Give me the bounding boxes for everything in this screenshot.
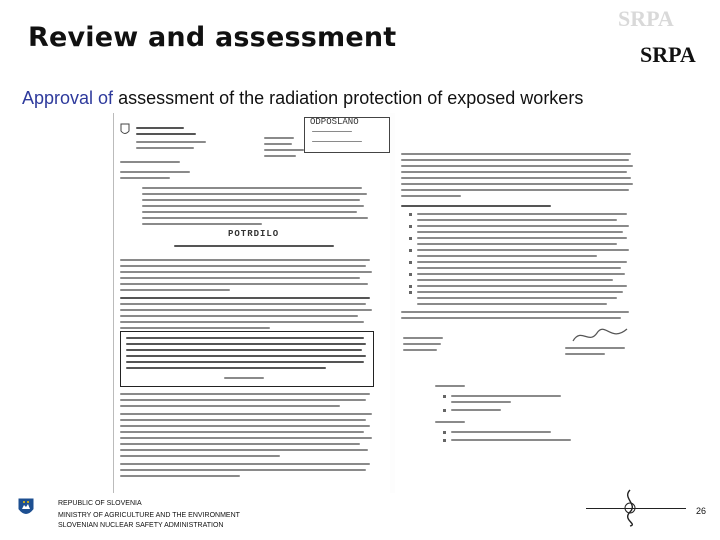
slide-title: Review and assessment — [28, 22, 397, 53]
nuclear-symbol-icon — [616, 488, 644, 528]
page-number: 26 — [696, 506, 707, 516]
document-page-right — [395, 113, 699, 493]
certificate-heading: POTRDILO — [228, 229, 280, 239]
slide-subtitle — [22, 88, 583, 109]
signature-icon — [571, 325, 631, 347]
coat-of-arms-icon — [120, 123, 130, 137]
scanned-document — [113, 113, 699, 493]
document-page-left — [113, 113, 390, 493]
subtitle-rest: assessment of the radiation protection of exposed workers — [113, 88, 584, 108]
srpa-logo-faded: SRPA — [618, 6, 674, 31]
slovenia-coat-of-arms-icon — [18, 498, 34, 518]
stamp-label: ODPOSLANO — [310, 117, 359, 127]
footer-country: REPUBLIC OF SLOVENIA — [58, 500, 142, 507]
srpa-logo: SRPA — [640, 42, 696, 67]
subtitle-accent: Approval of — [22, 88, 114, 108]
footer-ministry: MINISTRY OF AGRICULTURE AND THE ENVIRONMENT — [58, 512, 240, 519]
footer-administration: SLOVENIAN NUCLEAR SAFETY ADMINISTRATION — [58, 522, 224, 529]
